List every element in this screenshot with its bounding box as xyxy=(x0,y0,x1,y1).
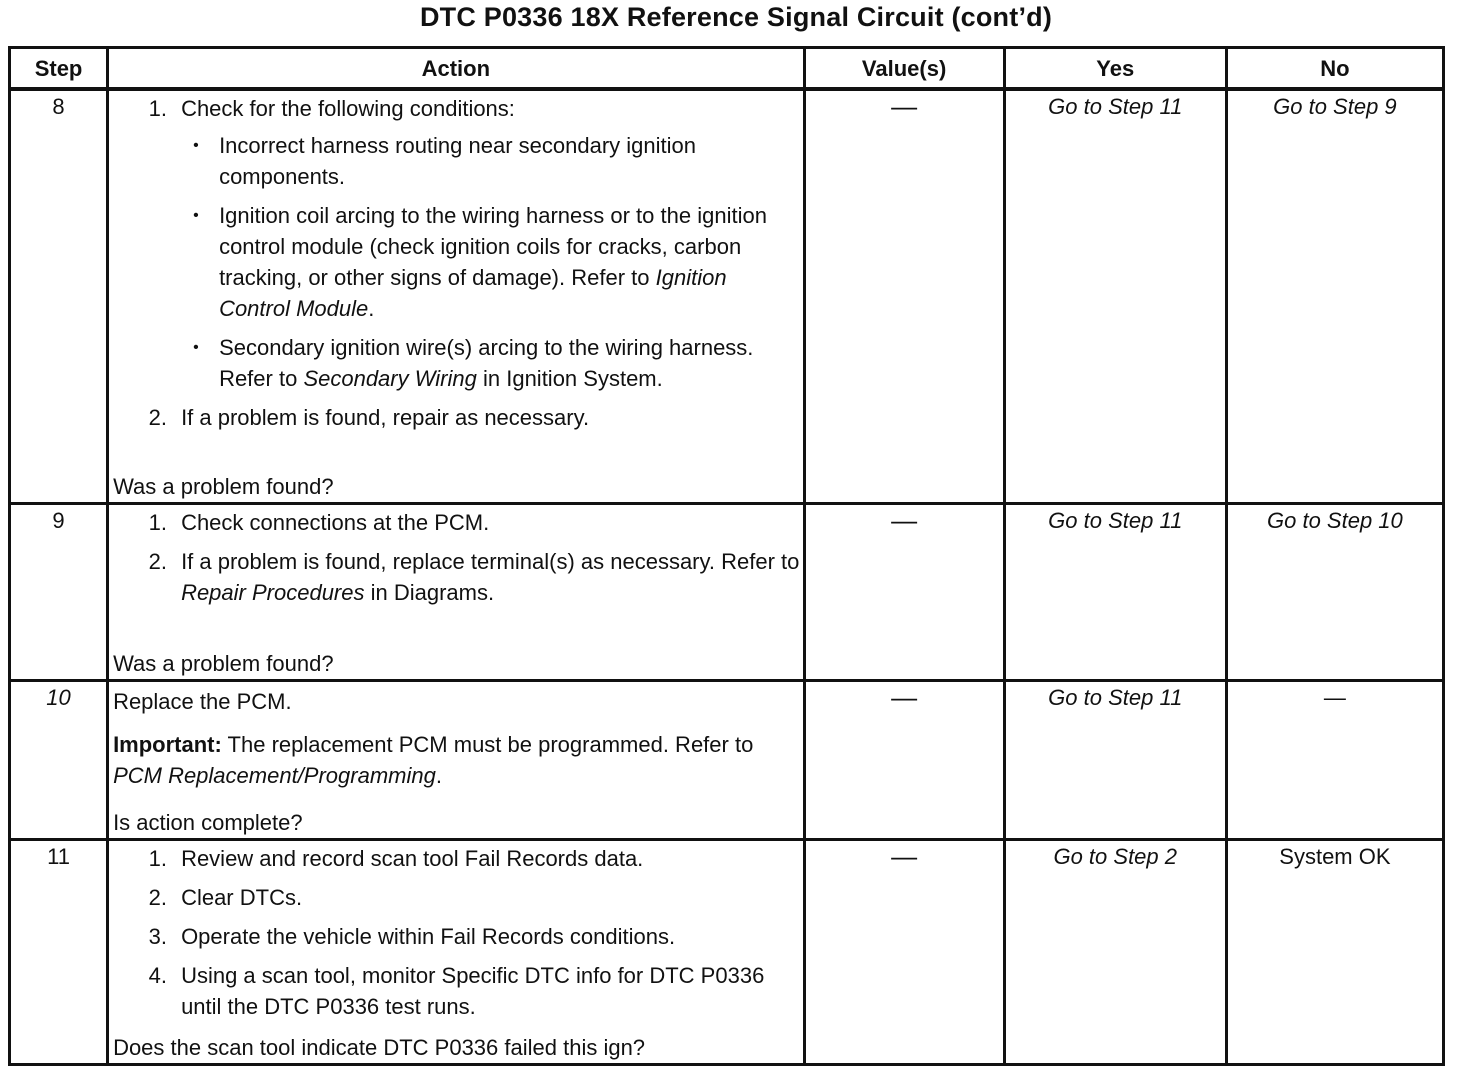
condition-list xyxy=(181,130,802,394)
action-step-item: 2. If a problem is found, repair as necessary. xyxy=(173,402,802,433)
no-result: System OK xyxy=(1226,840,1443,1065)
action-step-item: 1. Check connections at the PCM. xyxy=(173,507,802,538)
action-steps xyxy=(109,843,802,1026)
condition-text: Ignition coil arcing to the wiring harness or to the ignition control module (check ignition coils for cracks, carbon tracking, or other signs of damage). Refer to xyxy=(219,203,767,290)
value-cell: — xyxy=(804,504,1004,681)
action-text: Check for the following conditions: xyxy=(181,96,515,121)
question-text: Was a problem found? xyxy=(113,474,334,499)
diagnostic-table xyxy=(8,46,1445,1066)
no-result[interactable]: Go to Step 10 xyxy=(1226,504,1443,681)
action-text: Replace the PCM. xyxy=(113,689,292,714)
yes-result[interactable]: Go to Step 2 xyxy=(1004,840,1226,1065)
condition-text: Secondary ignition wire(s) arcing to the wiring harness. Refer to xyxy=(219,335,754,391)
yes-result[interactable]: Go to Step 11 xyxy=(1004,89,1226,504)
condition-item xyxy=(209,332,802,394)
step-number: 10 xyxy=(10,681,108,840)
condition-item: • Incorrect harness routing near secondary ignition components. xyxy=(209,130,802,192)
condition-item xyxy=(209,200,802,324)
action-step-item xyxy=(173,546,802,608)
column-header-action: Action xyxy=(108,48,804,90)
column-header-yes: Yes xyxy=(1004,48,1226,90)
column-header-step: Step xyxy=(10,48,108,90)
action-steps xyxy=(109,93,802,437)
reference-link[interactable]: PCM Replacement/Programming xyxy=(113,763,436,788)
action-step-item: 4. Using a scan tool, monitor Specific DTC info for DTC P0336 until the DTC P0336 test runs. xyxy=(173,960,802,1022)
yes-result[interactable]: Go to Step 11 xyxy=(1004,504,1226,681)
value-cell: — xyxy=(804,681,1004,840)
action-step-item: 2. Clear DTCs. xyxy=(173,882,802,913)
reference-link[interactable]: Repair Procedures xyxy=(181,580,365,605)
action-steps xyxy=(109,507,802,612)
column-header-no: No xyxy=(1226,48,1443,90)
step-number: 11 xyxy=(10,840,108,1065)
table-row-step-11 xyxy=(10,840,1444,1065)
question-text: Was a problem found? xyxy=(113,651,334,676)
important-note xyxy=(109,729,802,791)
action-text: in Diagrams. xyxy=(364,580,495,605)
step-number: 9 xyxy=(10,504,108,681)
important-label: Important: xyxy=(113,732,222,757)
header-row xyxy=(10,48,1444,90)
reference-link[interactable]: Secondary Wiring xyxy=(303,366,477,391)
condition-text: . xyxy=(368,296,375,321)
condition-text: in Ignition System. xyxy=(476,366,663,391)
step-number: 8 xyxy=(10,89,108,504)
action-step-item xyxy=(173,93,802,394)
action-cell xyxy=(108,504,804,681)
question-text: Does the scan tool indicate DTC P0336 failed this ign? xyxy=(113,1035,646,1060)
no-result[interactable]: Go to Step 9 xyxy=(1226,89,1443,504)
action-text: If a problem is found, replace terminal(s) as necessary. Refer to xyxy=(181,549,800,574)
reference-link[interactable]: Ignition Control Module xyxy=(219,265,727,321)
action-cell xyxy=(108,840,804,1065)
value-cell: — xyxy=(804,89,1004,504)
note-text: . xyxy=(435,763,442,788)
note-text: The replacement PCM must be programmed. Refer to xyxy=(221,732,754,757)
action-step-item: 1. Review and record scan tool Fail Records data. xyxy=(173,843,802,874)
question-text: Is action complete? xyxy=(113,810,303,835)
table-row-step-9 xyxy=(10,504,1444,681)
action-step-item: 3. Operate the vehicle within Fail Records conditions. xyxy=(173,921,802,952)
table-row-step-10 xyxy=(10,681,1444,840)
table-row-step-8 xyxy=(10,89,1444,504)
yes-result[interactable]: Go to Step 11 xyxy=(1004,681,1226,840)
no-result: — xyxy=(1226,681,1443,840)
value-cell: — xyxy=(804,840,1004,1065)
column-header-values: Value(s) xyxy=(804,48,1004,90)
action-cell xyxy=(108,681,804,840)
page-title: DTC P0336 18X Reference Signal Circuit (cont’d) xyxy=(419,2,1053,32)
action-cell xyxy=(108,89,804,504)
